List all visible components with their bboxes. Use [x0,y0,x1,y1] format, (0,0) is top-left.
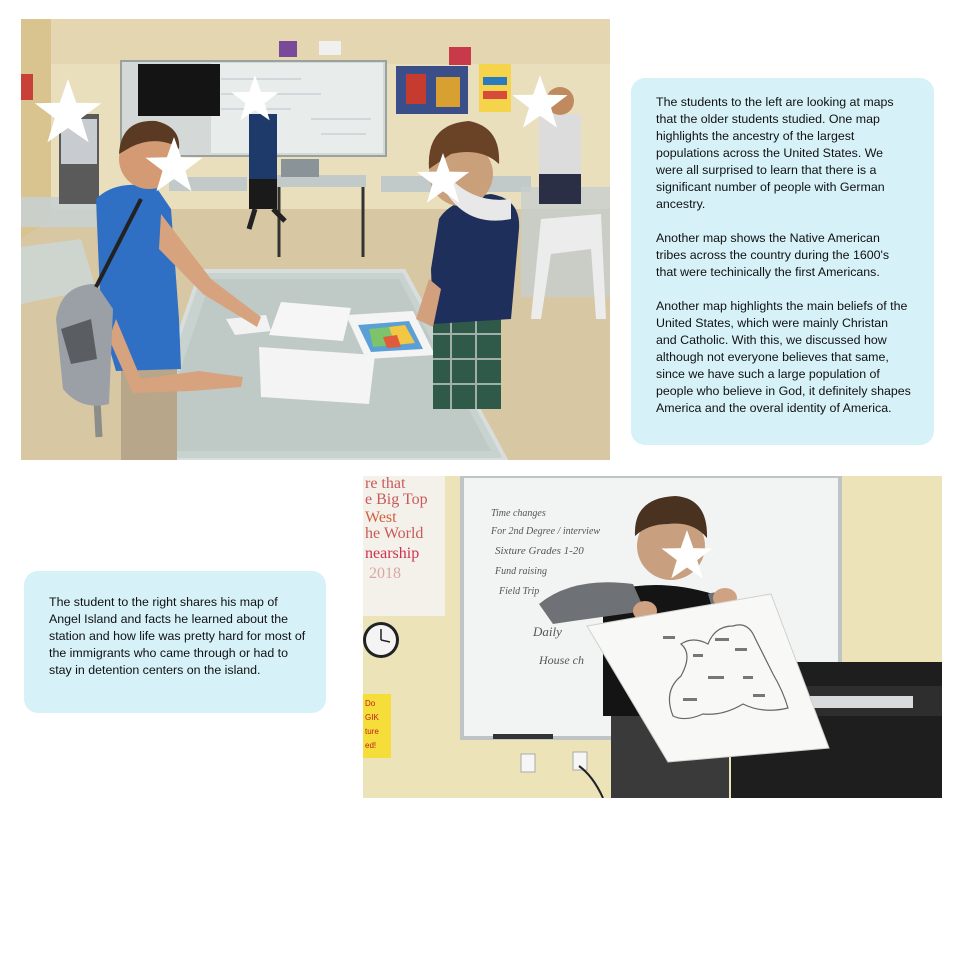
board-line: Fund raising [495,566,547,577]
sticky-line: Do [365,699,376,708]
caption-paragraph: Another map shows the Native American tribes across the country during the 1600's that were techinically the first Americans. [656,231,890,279]
caption-paragraph: The students to the left are looking at maps that the older students studied. One map highlights the ancestry of the largest populations across the United States. We were all surprised to learn that there is a significant number of people with German ancestry. [656,95,894,211]
sticky-line: ture [365,727,379,736]
poster-line: West [365,509,397,526]
poster-line: e Big Top [365,491,428,508]
classroom-maps-photo [21,19,610,460]
caption-angel-island-description [24,571,326,713]
poster-line: 2018 [369,565,401,582]
poster-line: nearship [365,545,420,562]
caption-paragraph: Another map highlights the main beliefs of the United States, which were mainly Christan and Catholic. With this, we discussed how although not everyone believes that same, since we have such a large population of people who believe in God, it definitely shapes America and the overal identity of America. [656,299,911,415]
sticky-line: GIK [365,713,379,722]
caption-maps-description [631,78,934,445]
board-line: Daily [533,624,562,639]
board-line: Time changes [491,508,546,519]
student-presentation-photo [363,476,942,798]
caption-paragraph: The student to the right shares his map of Angel Island and facts he learned about the station and how life was pretty hard for most of the immigrants who came through or had to stay in detention centers on the island. [49,595,306,677]
board-line: Field Trip [499,586,540,597]
board-line: House ch [539,653,584,667]
sticky-line: ed! [365,741,377,750]
board-line: Sixture Grades 1-20 [495,545,584,557]
poster-line: re that [365,476,406,492]
poster-line: he World [365,525,424,542]
board-line: For 2nd Degree / interview [491,526,601,537]
